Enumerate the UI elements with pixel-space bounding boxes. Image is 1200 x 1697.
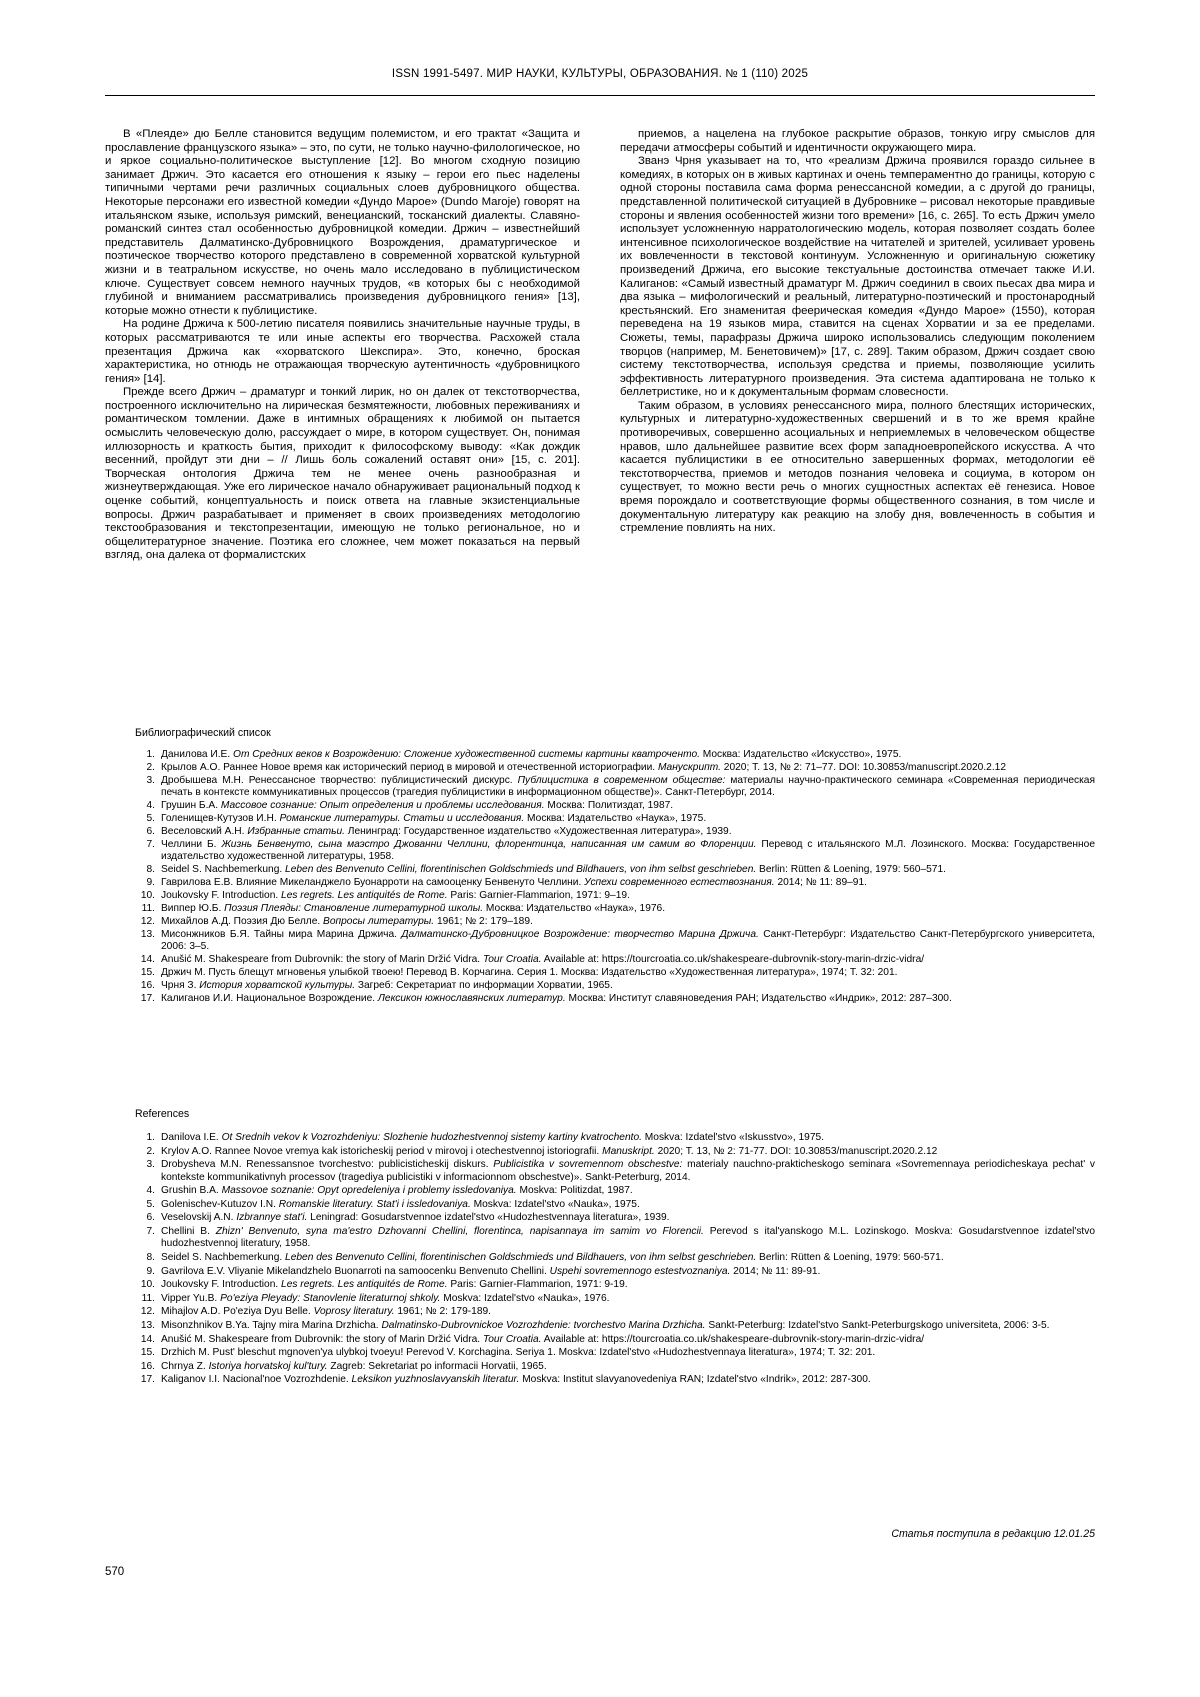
reference-text: Голенищев-Кутузов И.Н. Романские литературы. Статьи и исследования. Москва: Издательство «Наука», 1975. (161, 813, 707, 825)
reference-item (135, 1320, 1095, 1332)
reference-number: 17. (140, 1374, 155, 1386)
reference-number: 4. (146, 1185, 155, 1197)
references-list (135, 1132, 1095, 1387)
reference-text: Anušić M. Shakespeare from Dubrovnik: the story of Marin Držić Vidra. Tour Croatia. Available at: https://tourcroatia.co.uk/shakespeare-dubrovnik-story-marin-drzic-vidra/ (161, 1333, 925, 1345)
page-number: 570 (105, 1566, 125, 1578)
reference-item (135, 813, 1095, 825)
references-section (135, 1108, 1095, 1388)
reference-item (135, 903, 1095, 915)
reference-item (135, 1226, 1095, 1251)
reference-text: Kaliganov I.I. Nacional'noe Vozrozhdenie. Leksikon yuzhnoslavyanskih literatur. Moskva: Institut slavyanovedeniya RAN; Izdatel'stvo «Indrik», 2012: 287-300. (161, 1374, 871, 1386)
bibliography-title: Библиографический список (135, 727, 271, 739)
reference-item (135, 762, 1095, 774)
reference-number: 9. (146, 877, 155, 889)
reference-number: 17. (140, 992, 155, 1004)
right-column (620, 128, 1095, 563)
bibliography-section (135, 727, 1095, 1006)
reference-text: Михайлов А.Д. Поэзия Дю Белле. Вопросы литературы. 1961; № 2: 179–189. (161, 915, 533, 927)
reference-item (135, 967, 1095, 979)
reference-text: Golenischev-Kutuzov I.N. Romanskie literatury. Stat'i i issledovaniya. Moskva: Izdatel'stvo «Nauka», 1975. (161, 1198, 640, 1210)
reference-text: Челлини Б. Жизнь Бенвенуто, сына маэстро Джованни Челлини, флорентинца, написанная им самим во Флоренции. Перевод с итальянского М.Л. Лозинского. Москва: Государственное издательство художественной литературы, 1958. (161, 838, 1095, 863)
reference-item (135, 1199, 1095, 1211)
reference-item (135, 1252, 1095, 1264)
header-divider (105, 95, 1095, 96)
reference-item (135, 1212, 1095, 1224)
reference-number: 9. (146, 1265, 155, 1277)
reference-text: Веселовский А.Н. Избранные статьи. Ленинград: Государственное издательство «Художественная литература», 1939. (161, 825, 732, 837)
reference-item (135, 877, 1095, 889)
reference-number: 12. (140, 1306, 155, 1318)
reference-number: 15. (140, 966, 155, 978)
left-column (105, 128, 580, 563)
reference-number: 16. (140, 1360, 155, 1372)
reference-item (135, 954, 1095, 966)
bibliography-list (135, 749, 1095, 1005)
reference-text: Чрня З. История хорватской культуры. Загреб: Секретариат по информации Хорватии, 1965. (161, 979, 613, 991)
reference-item (135, 916, 1095, 928)
reference-text: Gavrilova E.V. Vliyanie Mikelandzhelo Buonarroti na samoocenku Benvenuto Chellini. Uspehi sovremennogo estestvoznaniya. 2014; № 11: 89-91. (161, 1265, 821, 1277)
reference-number: 5. (146, 813, 155, 825)
reference-text: Joukovsky F. Introduction. Les regrets. Les antiquités de Rome. Paris: Garnier-Flammarion, 1971: 9-19. (161, 1279, 628, 1291)
reference-text: Држич М. Пусть блещут мгновенья улыбкой твоею! Перевод В. Корчагина. Серия 1. Москва: Издательство «Художественная литература», 1974; Т. 32: 201. (161, 966, 898, 978)
reference-number: 10. (140, 1279, 155, 1291)
reference-item (135, 800, 1095, 812)
reference-number: 5. (146, 1198, 155, 1210)
reference-number: 8. (146, 864, 155, 876)
reference-text: Joukovsky F. Introduction. Les regrets. Les antiquités de Rome. Paris: Garnier-Flammarion, 1971: 9–19. (161, 889, 630, 901)
reference-number: 7. (146, 838, 155, 850)
reference-item (135, 1279, 1095, 1291)
reference-text: Mihajlov A.D. Po'eziya Dyu Belle. Voprosy literatury. 1961; № 2: 179-189. (161, 1306, 491, 1318)
reference-number: 14. (140, 954, 155, 965)
paragraph: В «Плеяде» дю Белле становится ведущим полемистом, и его трактат «Защита и прославление французского языка» – это, по сути, не только научно-филологическое, но и яркое социально-политическое выступление [12]. Во многом сходную позицию занимает Држич. Это касается его отношения к языку – герои его пьес наделены типичными чертами речи различных социальных слоев дубровницкого общества. Некоторые персонажи его известной комедии «Дундо Марое» (Dundo Maroje) говорят на итальянском языке, используя римский, венецианский, тосканский диалекты. Славяно-романский синтез стал особенностью дубровницкой комедии. Држич – известнейший представитель Далматинско-Дубровницкого Возрождения, драматургическое и поэтическое творчество которого представлено в современной хорватской культурной жизни и в театральном искусстве, но очень мало исследовано в публицистическом ключе. Существует совсем немного научных трудов, «в которых бы с необходимой глубиной и вниманием рассматривались произведения дубровницкого гения» [13], которые можно отнести к публицистике. (105, 128, 580, 317)
reference-text: Виппер Ю.Б. Поэзия Плеяды: Становление литературной школы. Москва: Издательство «Наука», 1976. (161, 902, 666, 914)
paragraph: Таким образом, в условиях ренессансного мира, полного блестящих исторических, культурных и литературно-художественных свершений и в то же время крайне противоречивых, совершенно асоциальных и неприемлемых в человеческом обществе нравов, шло дальнейшее развитие всех форм западноевропейского искусства. А что касается публицистики в ее относительно завершенных формах, методологии её текстотворчества, приемов и методов познания человека и социума, в котором он существует, то можно вести речь о многих сущностных аспектах её генезиса. Новое время порождало и соответствующие формы общественного сознания, в том числе и документальную литературу как реакцию на злобу дня, вовлеченность в события и стремление повлиять на них. (620, 399, 1095, 535)
reference-item (135, 839, 1095, 864)
reference-text: Vipper Yu.B. Po'eziya Pleyady: Stanovlenie literaturnoj shkoly. Moskva: Izdatel'stvo «Nauka», 1976. (161, 1292, 610, 1304)
reference-number: 6. (146, 825, 155, 837)
reference-number: 12. (140, 915, 155, 927)
reference-number: 13. (140, 928, 155, 940)
reference-number: 14. (140, 1333, 155, 1345)
reference-item (135, 826, 1095, 838)
reference-text: Seidel S. Nachbemerkung. Leben des Benvenuto Cellini, florentinischen Goldschmieds und Bildhauers, von ihm selbst geschrieben. Berlin: Rütten & Loening, 1979: 560-571. (161, 1251, 944, 1263)
reference-number: 8. (146, 1251, 155, 1263)
reference-item (135, 749, 1095, 761)
reference-text: Anušić M. Shakespeare from Dubrovnik: the story of Marin Držić Vidra. Tour Croatia. Available at: https://tourcroatia.co.uk/shakespeare-dubrovnik-story-marin-drzic-vidra/ (161, 954, 925, 965)
reference-number: 2. (146, 761, 155, 773)
reference-item (135, 1266, 1095, 1278)
reference-item (135, 1132, 1095, 1144)
reference-item (135, 1347, 1095, 1359)
paragraph: Прежде всего Држич – драматург и тонкий лирик, но он далек от текстотворчества, построенного исключительно на лирическая безмятежности, любовных переживаниях и романтическом томлении. Даже в интимных обращениях к любимой он пытается осмыслить человеческую долю, рассуждает о мире, в котором существует. Он, понимая иллюзорность и краткость бытия, приходит к философскому выводу: «Как дождик весенний, пройдут эти дни – // Лишь боль сожалений оставят они» [15, с. 201]. Творческая онтология Држича тем не менее очень разнообразная и жизнеутверждающая. Уже его лирическое начало обнаруживает рациональный подход к оценке событий, концептуальность и поиск ответа на главные экзистенциальные вопросы. Држич разрабатывает и применяет в своих произведениях методологию текстообразования и текстопрезентации, имеющую не только региональное, но и общелитературное значение. Поэтика его сложнее, чем может показаться на первый взгляд, она далека от формалистских (105, 386, 580, 562)
reference-text: Мисонжников Б.Я. Тайны мира Марина Држича. Далматинско-Дубровницкое Возрождение: творчество Марина Држича. Санкт-Петербург: Издательство Санкт-Петербургского университета, 2006: 3–5. (161, 928, 1095, 953)
reference-number: 11. (141, 1292, 155, 1304)
reference-text: Данилова И.Е. От Средних веков к Возрождению: Сложение художественной системы картины кватроченто. Москва: Издательство «Искусство», 1975. (161, 749, 902, 760)
reference-text: Грушин Б.А. Массовое сознание: Опыт определения и проблемы исследования. Москва: Политиздат, 1987. (161, 800, 674, 812)
reference-text: Chrnya Z. Istoriya horvatskoj kul'tury. Zagreb: Sekretariat po informacii Horvatii, 1965. (161, 1360, 547, 1372)
reference-text: Misonzhnikov B.Ya. Tajny mira Marina Drzhicha. Dalmatinsko-Dubrovnickoe Vozrozhdenie: tvorchestvo Marina Drzhicha. Sankt-Peterburg: Izdatel'stvo Sankt-Peterburgskogo universiteta, 2006: 3-5. (161, 1319, 1050, 1331)
reference-number: 2. (146, 1145, 155, 1157)
reference-text: Гаврилова Е.В. Влияние Микеланджело Буонарроти на самооценку Бенвенуто Челлини. Успехи современного естествознания. 2014; № 11: 89–91. (161, 877, 867, 889)
reference-item (135, 1293, 1095, 1305)
reference-text: Chellini B. Zhizn' Benvenuto, syna ma'estro Dzhovanni Chellini, florentinca, napisannaya im samim vo Florencii. Perevod s ital'yanskogo M.L. Lozinskogo. Moskva: Gosudarstvennoe izdatel'stvo hudozhestvennoj literatury, 1958. (161, 1225, 1096, 1250)
reference-item (135, 864, 1095, 876)
received-note: Статья поступила в редакцию 12.01.25 (891, 1528, 1095, 1540)
reference-text: Veselovskij A.N. Izbrannye stat'i. Leningrad: Gosudarstvennoe izdatel'stvo «Hudozhestvennaya literatura», 1939. (161, 1212, 670, 1224)
reference-number: 10. (140, 889, 155, 901)
reference-item (135, 1306, 1095, 1318)
reference-item (135, 980, 1095, 992)
reference-text: Drzhich M. Pust' bleschut mgnoven'ya ulybkoj tvoeyu! Perevod V. Korchagina. Seriya 1. Moskva: Izdatel'stvo «Hudozhestvennaya literatura», 1974; T. 32: 201. (161, 1347, 876, 1359)
reference-number: 15. (140, 1347, 155, 1359)
reference-item (135, 1361, 1095, 1373)
reference-number: 3. (146, 1159, 155, 1171)
reference-number: 1. (146, 749, 155, 760)
paragraph: На родине Држича к 500-летию писателя появились значительные научные труды, в которых рассматриваются те или иные аспекты его творчества. Расхожей стала презентация Држича как «хорватского Шекспира». Это, конечно, броская характеристика, но отнюдь не отражающая творческую аутентичность «дубровницкого гения» [14]. (105, 318, 580, 385)
reference-number: 16. (140, 979, 155, 991)
reference-text: Drobysheva M.N. Renessansnoe tvorchestvo: publicisticheskij diskurs. Publicistika v sovremennom obschestve: materialy nauchno-prakticheskogo seminara «Sovremennaya periodicheskaya pechat' v kontekste kommunikativnyh processov (tragediya publicistiki v informacionnom obschestve)». Sankt-Peterburg, 2014. (161, 1159, 1095, 1183)
reference-item (135, 993, 1095, 1005)
reference-text: Калиганов И.И. Национальное Возрождение. Лексикон южнославянских литератур. Москва: Институт славяноведения РАН; Издательство «Индрик», 2012: 287–300. (161, 992, 952, 1004)
reference-item (135, 1334, 1095, 1346)
running-head: ISSN 1991-5497. МИР НАУКИ, КУЛЬТУРЫ, ОБРАЗОВАНИЯ. № 1 (110) 2025 (391, 68, 809, 80)
reference-item (135, 775, 1095, 800)
reference-item (135, 1146, 1095, 1158)
reference-text: Seidel S. Nachbemerkung. Leben des Benvenuto Cellini, florentinischen Goldschmieds und Bildhauers, von ihm selbst geschrieben. Berlin: Rütten & Loening, 1979: 560–571. (161, 864, 946, 876)
paragraph: Званэ Чрня указывает на то, что «реализм Држича проявился гораздо сильнее в комедиях, в которых он в живых картинах и очень темпераментно до границы, которую с одной стороны поставила сама форма ренессансной комедии, а с другой до границы, представленной политической ситуацией в Дубровнике – рисовал некоторые правдивые стороны и явления особенностей жизни того времени» [16, с. 265]. То есть Држич умело использует усложненную нарратологическию модель, которая позволяет создать более интенсивное психологическое воздействие на читателей и зрителей, усиливает уровень их вовлеченности в текстовой континуум. Усложненную и оригинальную сюжетику произведений Држича, его высокие текстуальные достоинства отмечает также И.И. Калиганов: «Самый известный драматург М. Држич соединил в своих пьесах два мира и два языка – мифологический и реальный, литературно-поэтический и простонародный крестьянский. Его знаменитая феерическая комедия «Дундо Марое» (1550), которая переведена на 19 языков мира, ставится на сценах Хорватии и за ее пределами. Сюжеты, темы, парафразы Држича широко использовались следующим поколением творцов (например, М. Бенетовичем)» [17, с. 289]. Таким образом, Држич создает свою систему текстотворчества, используя средства и приемы, позволяющие усилить эффективность литературного произведения. Эта система адаптирована не только к беллетристике, но и к документальным формам словесности. (620, 155, 1095, 399)
reference-number: 11. (141, 902, 155, 914)
reference-text: Крылов А.О. Раннее Новое время как исторический период в мировой и отечественной историографии. Манускрипт. 2020; Т. 13, № 2: 71–77. DOI: 10.30853/manuscript.2020.2.12 (161, 761, 1006, 773)
reference-number: 7. (146, 1225, 155, 1237)
reference-number: 4. (146, 800, 155, 812)
references-title: References (135, 1108, 190, 1120)
reference-text: Krylov A.O. Rannee Novoe vremya kak istoricheskij period v mirovoj i otechestvennoj istoriografii. Manuskript. 2020; T. 13, № 2: 71-77. DOI: 10.30853/manuscript.2020.2.12 (161, 1145, 938, 1157)
paragraph: приемов, а нацелена на глубокое раскрытие образов, тонкую игру смыслов для передачи атмосферы событий и идентичности окружающего мира. (620, 128, 1095, 154)
reference-item (135, 929, 1095, 954)
reference-item (135, 890, 1095, 902)
reference-item (135, 1374, 1095, 1386)
reference-item (135, 1185, 1095, 1197)
reference-number: 13. (140, 1319, 155, 1331)
reference-text: Grushin B.A. Massovoe soznanie: Opyt opredeleniya i problemy issledovaniya. Moskva: Politizdat, 1987. (161, 1185, 633, 1197)
reference-number: 3. (146, 774, 155, 786)
reference-number: 1. (146, 1132, 155, 1143)
article-body (105, 128, 1095, 563)
reference-text: Danilova I.E. Ot Srednih vekov k Vozrozhdeniyu: Slozhenie hudozhestvennoj sistemy kartiny kvatrochento. Moskva: Izdatel'stvo «Iskusstvo», 1975. (161, 1132, 824, 1143)
reference-number: 6. (146, 1212, 155, 1224)
reference-item (135, 1159, 1095, 1184)
reference-text: Дробышева М.Н. Ренессансное творчество: публицистический дискурс. Публицистика в современном обществе: материалы научно-практического семинара «Современная периодическая печать в контексте коммуникативных процессов (трагедия публицистики в информационном обществе)». Санкт-Петербург, 2014. (161, 774, 1095, 799)
